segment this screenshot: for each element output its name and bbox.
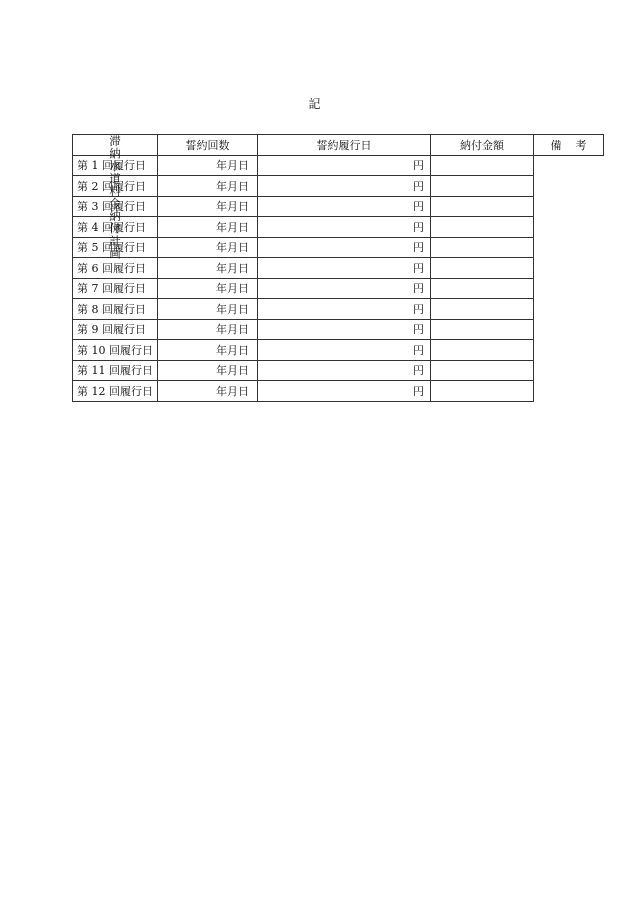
- payment-amount-field[interactable]: 円: [258, 381, 431, 402]
- day-unit: 日: [238, 302, 249, 316]
- pledge-date-field[interactable]: [158, 217, 258, 238]
- pledge-date-field[interactable]: [158, 176, 258, 197]
- pledge-date-field[interactable]: [158, 360, 258, 381]
- pledge-count-cell: 第 7 回履行日: [73, 278, 158, 299]
- table-row: [73, 299, 604, 320]
- month-unit: 月: [227, 302, 238, 316]
- pledge-date-field[interactable]: [158, 237, 258, 258]
- table-row: [73, 319, 604, 340]
- remarks-field[interactable]: [431, 217, 534, 238]
- table-header-row: [73, 135, 604, 156]
- payment-amount-field[interactable]: 円: [258, 278, 431, 299]
- remarks-field[interactable]: [431, 237, 534, 258]
- month-unit: 月: [227, 364, 238, 378]
- table-row: [73, 217, 604, 238]
- pledge-date-field[interactable]: [158, 278, 258, 299]
- table-row: [73, 381, 604, 402]
- pledge-count-cell: 第 8 回履行日: [73, 299, 158, 320]
- pledge-count-cell: 第 4 回履行日: [73, 217, 158, 238]
- year-unit: 年: [216, 282, 227, 296]
- pledge-count-cell: 第 2 回履行日: [73, 176, 158, 197]
- day-unit: 日: [238, 159, 249, 173]
- remarks-field[interactable]: [431, 340, 534, 361]
- remarks-field[interactable]: [431, 258, 534, 279]
- payment-amount-field[interactable]: 円: [258, 319, 431, 340]
- year-unit: 年: [216, 200, 227, 214]
- table-row: [73, 340, 604, 361]
- pledge-count-cell: 第 6 回履行日: [73, 258, 158, 279]
- day-unit: 日: [238, 282, 249, 296]
- day-unit: 日: [238, 364, 249, 378]
- payment-amount-field[interactable]: 円: [258, 340, 431, 361]
- remarks-field[interactable]: [431, 319, 534, 340]
- day-unit: 日: [238, 261, 249, 275]
- day-unit: 日: [238, 323, 249, 337]
- month-unit: 月: [227, 241, 238, 255]
- year-unit: 年: [216, 364, 227, 378]
- year-unit: 年: [216, 302, 227, 316]
- pledge-count-cell: 第 9 回履行日: [73, 319, 158, 340]
- header-payment-amount: 納付金額: [431, 135, 534, 156]
- pledge-date-field[interactable]: [158, 258, 258, 279]
- pledge-date-field[interactable]: [158, 381, 258, 402]
- year-unit: 年: [216, 343, 227, 357]
- payment-amount-field[interactable]: 円: [258, 155, 431, 176]
- month-unit: 月: [227, 200, 238, 214]
- table-row: [73, 258, 604, 279]
- header-pledge-count: 誓約回数: [158, 135, 258, 156]
- pledge-count-cell: 第 1 回履行日: [73, 155, 158, 176]
- remarks-field[interactable]: [431, 360, 534, 381]
- year-unit: 年: [216, 323, 227, 337]
- pledge-count-cell: 第 12 回履行日: [73, 381, 158, 402]
- pledge-count-cell: 第 5 回履行日: [73, 237, 158, 258]
- remarks-field[interactable]: [431, 278, 534, 299]
- remarks-field[interactable]: [431, 176, 534, 197]
- remarks-field[interactable]: [431, 381, 534, 402]
- day-unit: 日: [238, 220, 249, 234]
- table-row: [73, 278, 604, 299]
- day-unit: 日: [238, 384, 249, 398]
- section-heading: 記: [308, 97, 322, 111]
- pledge-date-field[interactable]: [158, 340, 258, 361]
- table-row: [73, 176, 604, 197]
- pledge-count-cell: 第 10 回履行日: [73, 340, 158, 361]
- payment-amount-field[interactable]: 円: [258, 196, 431, 217]
- payment-amount-field[interactable]: 円: [258, 299, 431, 320]
- pledge-date-field[interactable]: [158, 319, 258, 340]
- year-unit: 年: [216, 159, 227, 173]
- pledge-date-field[interactable]: [158, 299, 258, 320]
- table-row: [73, 155, 604, 176]
- remarks-field[interactable]: [431, 196, 534, 217]
- year-unit: 年: [216, 179, 227, 193]
- year-unit: 年: [216, 384, 227, 398]
- header-remarks: 備考: [534, 135, 604, 156]
- day-unit: 日: [238, 179, 249, 193]
- side-label-vertical: 滞納水道料金納付計画: [73, 135, 158, 156]
- table-row: [73, 237, 604, 258]
- day-unit: 日: [238, 200, 249, 214]
- remarks-field[interactable]: [431, 155, 534, 176]
- remarks-field[interactable]: [431, 299, 534, 320]
- pledge-count-cell: 第 11 回履行日: [73, 360, 158, 381]
- month-unit: 月: [227, 384, 238, 398]
- payment-amount-field[interactable]: 円: [258, 176, 431, 197]
- pledge-date-field[interactable]: [158, 155, 258, 176]
- payment-amount-field[interactable]: 円: [258, 258, 431, 279]
- month-unit: 月: [227, 323, 238, 337]
- payment-amount-field[interactable]: 円: [258, 360, 431, 381]
- month-unit: 月: [227, 282, 238, 296]
- month-unit: 月: [227, 179, 238, 193]
- pledge-count-cell: 第 3 回履行日: [73, 196, 158, 217]
- month-unit: 月: [227, 159, 238, 173]
- day-unit: 日: [238, 343, 249, 357]
- month-unit: 月: [227, 343, 238, 357]
- year-unit: 年: [216, 261, 227, 275]
- payment-amount-field[interactable]: 円: [258, 217, 431, 238]
- payment-plan-table: [72, 134, 604, 402]
- table-row: [73, 196, 604, 217]
- header-pledge-date: 誓約履行日: [258, 135, 431, 156]
- pledge-date-field[interactable]: [158, 196, 258, 217]
- day-unit: 日: [238, 241, 249, 255]
- month-unit: 月: [227, 220, 238, 234]
- month-unit: 月: [227, 261, 238, 275]
- year-unit: 年: [216, 220, 227, 234]
- year-unit: 年: [216, 241, 227, 255]
- table-row: [73, 360, 604, 381]
- payment-amount-field[interactable]: 円: [258, 237, 431, 258]
